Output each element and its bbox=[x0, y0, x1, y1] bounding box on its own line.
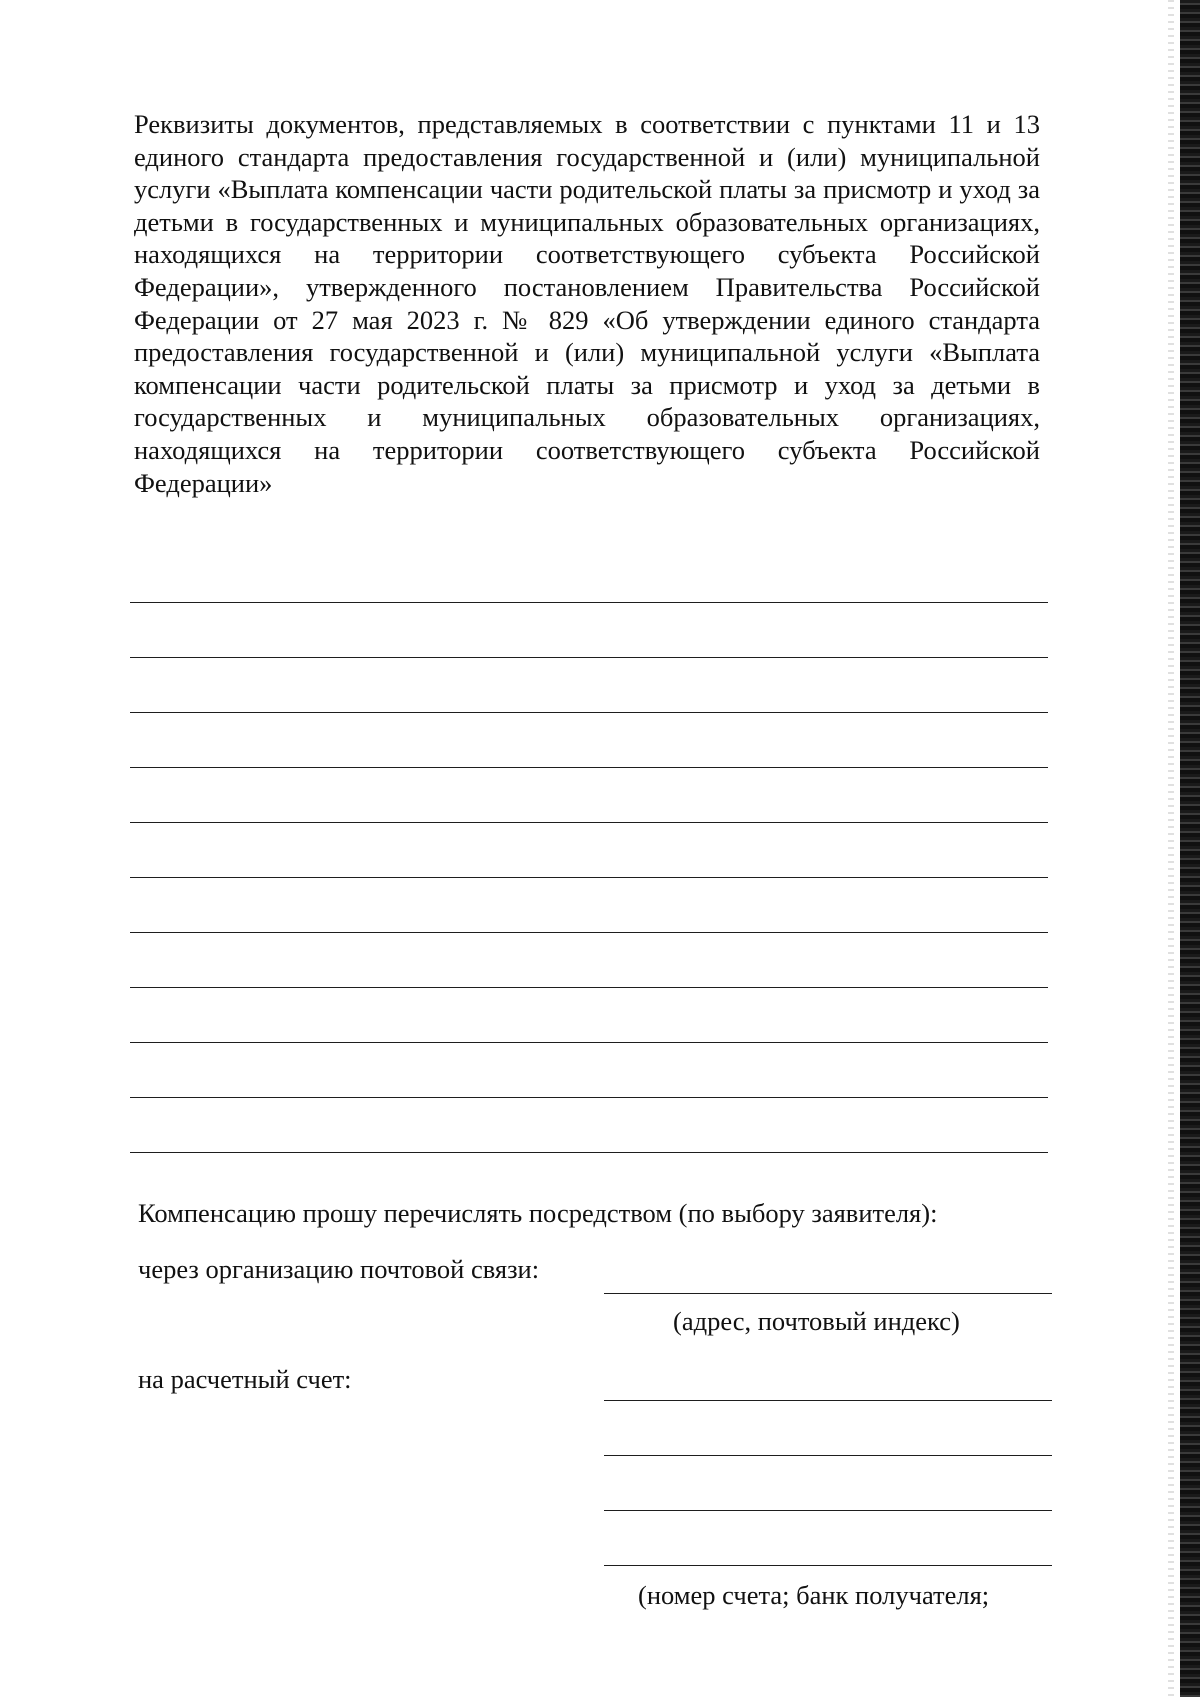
requisites-blank-line-5[interactable] bbox=[130, 822, 1048, 823]
scan-border bbox=[1180, 0, 1200, 1697]
requisites-blank-line-3[interactable] bbox=[130, 712, 1048, 713]
scan-border-shadow bbox=[1168, 0, 1174, 1697]
account-line-3[interactable] bbox=[604, 1510, 1052, 1511]
requisites-blank-line-11[interactable] bbox=[130, 1152, 1048, 1153]
account-line-2[interactable] bbox=[604, 1455, 1052, 1456]
requisites-blank-line-4[interactable] bbox=[130, 767, 1048, 768]
payment-method-heading: Компенсацию прошу перечислять посредством (по выбору заявителя): bbox=[138, 1198, 938, 1228]
requisites-blank-line-2[interactable] bbox=[130, 657, 1048, 658]
account-line-1[interactable] bbox=[604, 1400, 1052, 1401]
requisites-blank-line-10[interactable] bbox=[130, 1097, 1048, 1098]
postal-address-caption: (адрес, почтовый индекс) bbox=[673, 1306, 960, 1336]
requisites-blank-line-7[interactable] bbox=[130, 932, 1048, 933]
requisites-blank-line-1[interactable] bbox=[130, 602, 1048, 603]
account-line-4[interactable] bbox=[604, 1565, 1052, 1566]
document-requisites-paragraph: Реквизиты документов, представляемых в соответствии с пунктами 11 и 13 единого стандарта предоставления государственной и (или) муниципальной услуги «Выплата компенсации части родительской платы за присмотр и уход за детьми в государственных и муниципальных образовательных организациях, находящихся на территории соответствующего субъекта Российской Федерации», утвержденного постановлением Правительства Российской Федерации от 27 мая 2023 г. № 829 «Об утверждении единого стандарта предоставления государственной и (или) муниципальной услуги «Выплата компенсации части родительской платы за присмотр и уход за детьми в государственных и муниципальных образовательных организациях, находящихся на территории соответствующего субъекта Российской Федерации» bbox=[134, 109, 1040, 498]
postal-address-line[interactable] bbox=[604, 1293, 1052, 1294]
account-label: на расчетный счет: bbox=[138, 1364, 352, 1394]
requisites-blank-line-8[interactable] bbox=[130, 987, 1048, 988]
account-caption: (номер счета; банк получателя; bbox=[638, 1580, 990, 1610]
requisites-blank-line-6[interactable] bbox=[130, 877, 1048, 878]
requisites-blank-line-9[interactable] bbox=[130, 1042, 1048, 1043]
postal-label: через организацию почтовой связи: bbox=[138, 1254, 540, 1284]
